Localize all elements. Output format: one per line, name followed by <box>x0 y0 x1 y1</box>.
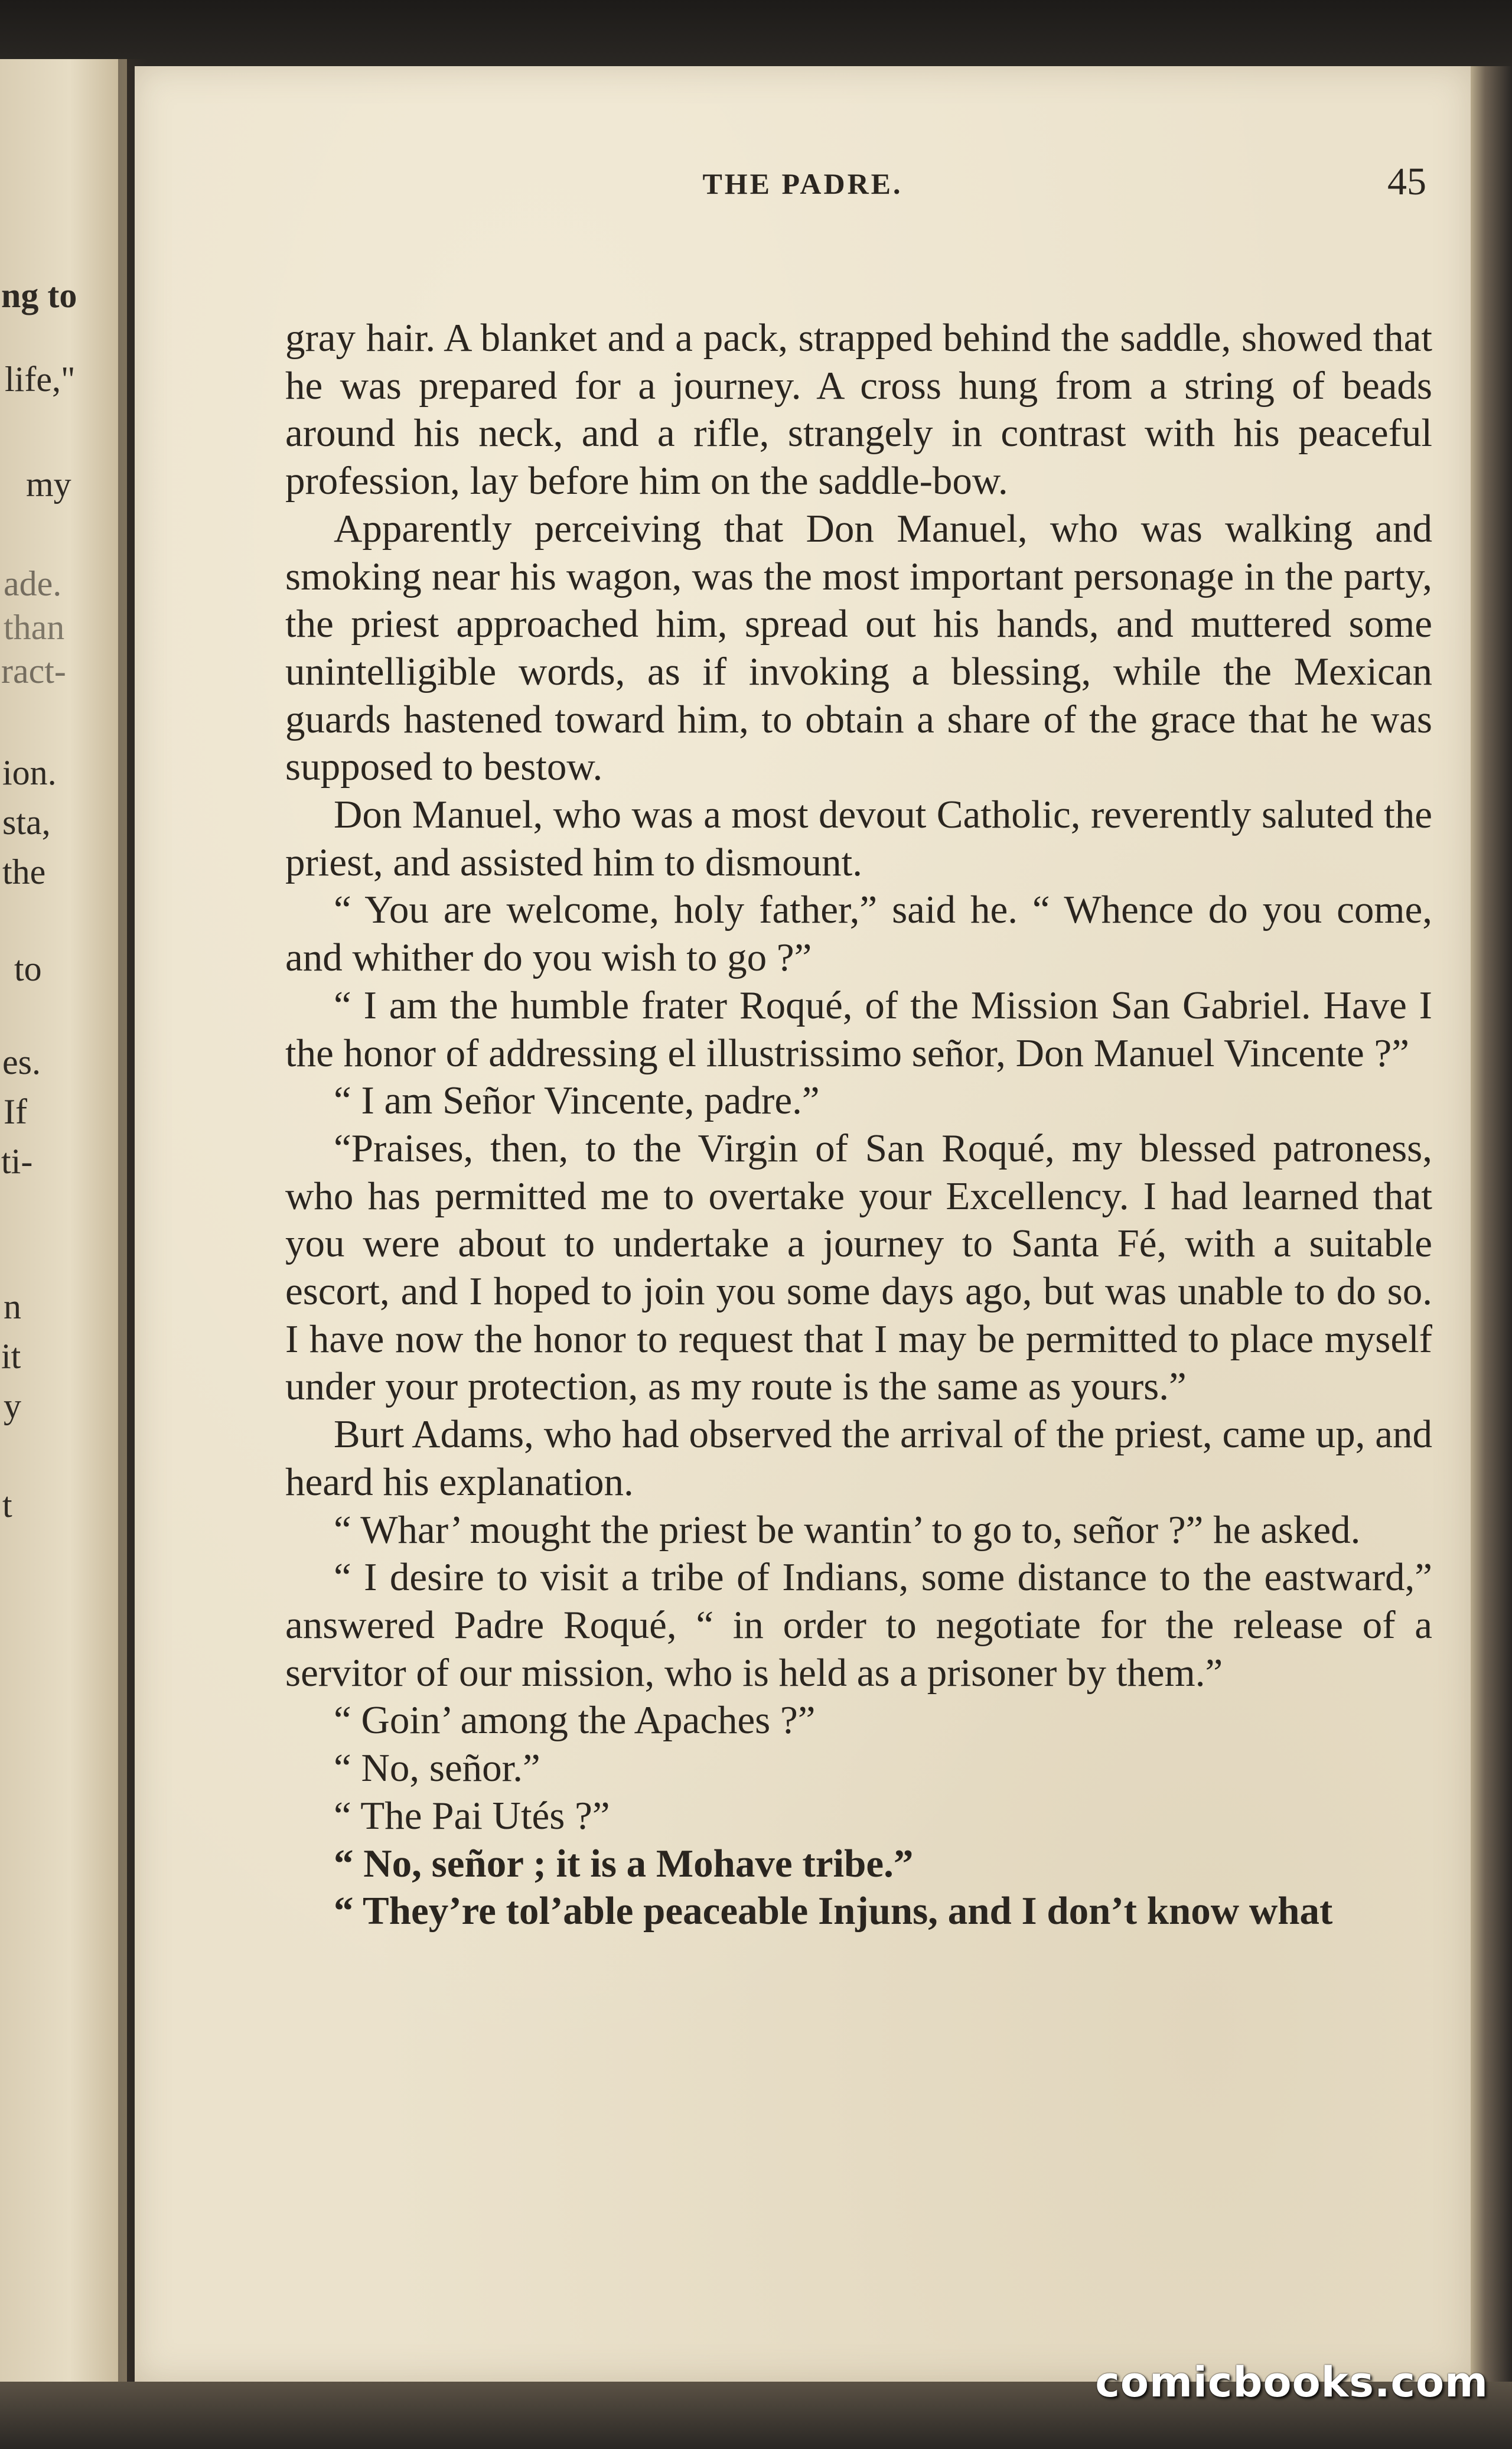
page-right-edge <box>1471 66 1512 2449</box>
left-page-fragment: my <box>26 465 71 504</box>
paragraph: Don Manuel, who was a most devout Catholic, reverently saluted the priest, and assisted him to dismount. <box>285 793 1432 884</box>
left-page-fragment: ion. <box>2 753 57 792</box>
paragraph: “ The Pai Utés ?” <box>334 1793 610 1838</box>
left-page-fragment: than <box>4 608 65 647</box>
page-number: 45 <box>1387 160 1426 203</box>
left-page-fragment: t <box>2 1486 12 1525</box>
paragraph: “ I am Señor Vincente, padre.” <box>334 1079 820 1123</box>
left-page-fragment: ract- <box>1 652 66 691</box>
previous-page-sliver <box>0 59 127 2449</box>
paragraph: “ Whar’ mought the priest be wantin’ to go to, señor ?” he asked. <box>334 1507 1361 1552</box>
left-page-fragment: n <box>4 1287 21 1326</box>
left-page-fragment: If <box>4 1092 27 1131</box>
paragraph: Burt Adams, who had observed the arrival of the priest, came up, and heard his explanation. <box>285 1412 1432 1504</box>
left-page-fragment: y <box>4 1386 21 1425</box>
book-page <box>135 66 1471 2382</box>
paragraph: “ I am the humble frater Roqué, of the Mission San Gabriel. Have I the honor of addressing el illustrissimo señor, Don Manuel Vincente ?” <box>285 983 1432 1075</box>
left-page-fragment: ng to <box>1 276 77 315</box>
left-page-fragment: the <box>2 852 46 891</box>
watermark: comicbooks.com <box>1095 2358 1488 2406</box>
paragraph: “ No, señor ; it is a Mohave tribe.” <box>334 1841 914 1885</box>
left-page-fragment: life," <box>5 360 76 399</box>
paragraph: gray hair. A blanket and a pack, strapped behind the saddle, showed that he was prepared for a journey. A cross hung from a string of beads around his neck, and a rifle, strangely in contrast with his peaceful profession, lay before him on the saddle-bow. <box>285 316 1432 503</box>
paragraph: “ No, señor.” <box>334 1746 540 1790</box>
left-page-fragment: es. <box>2 1043 41 1082</box>
paragraph: “ Goin’ among the Apaches ?” <box>334 1698 816 1743</box>
left-page-fragment: it <box>1 1337 21 1376</box>
paragraph: “ You are welcome, holy father,” said he. “ Whence do you come, and whither do you wish to go ?” <box>285 888 1432 980</box>
left-page-fragment: sta, <box>2 803 51 842</box>
paragraph: “ I desire to visit a tribe of Indians, some distance to the eastward,” answered Padre Roqué, “ in order to negotiate for the release of a servitor of our mission, who is held as a prisoner by them.” <box>285 1555 1432 1695</box>
paragraph: Apparently perceiving that Don Manuel, who was walking and smoking near his wagon, was the most important personage in the party, the priest approached him, spread out his hands, and muttered some unintelligible words, as if invoking a blessing, while the Mexican guards hastened toward him, to obtain a share of the grace that he was supposed to bestow. <box>285 506 1432 789</box>
left-page-fragment: to <box>14 949 42 988</box>
running-head: THE PADRE. <box>702 167 903 200</box>
paragraph: “Praises, then, to the Virgin of San Roqué, my blessed patroness, who has permitted me to overtake your Excellency. I had learned that you were about to undertake a journey to Santa Fé, with a suitable escort, and I hoped to join you some days ago, but was unable to do so. I have now the honor to request that I may be permitted to place myself under your protection, as my route is the same as yours.” <box>285 1126 1432 1409</box>
paragraph: “ They’re tol’able peaceable Injuns, and I don’t know what <box>334 1889 1333 1933</box>
body-text <box>285 314 1432 2281</box>
scanner-top-edge <box>0 0 1512 71</box>
left-page-fragment: ade. <box>4 564 62 603</box>
left-page-fragment: ti- <box>1 1142 33 1181</box>
